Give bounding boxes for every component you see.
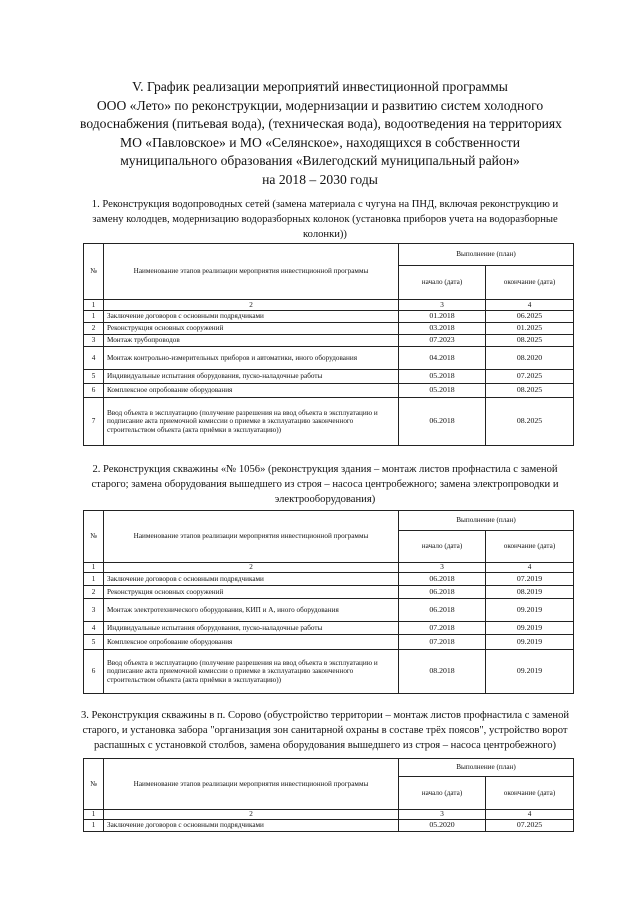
table-row [84, 347, 574, 370]
table-row [84, 335, 574, 347]
header-num: № [84, 244, 104, 300]
page-title [80, 78, 560, 190]
heading-line: 3. Реконструкция скважины в п. Сорово (обустройство территории – монтаж листов профнастила с заменой [80, 710, 570, 721]
row-end: 09.2019 [486, 635, 574, 650]
title-line: МО «Павловское» и МО «Селянское», находящихся в собственности [120, 134, 520, 150]
row-start: 06.2018 [399, 398, 486, 446]
heading-line: старого; замена оборудования вышедшего из строя – насоса центробежного; замена электропроводки и [91, 479, 559, 490]
row-end: 08.2025 [486, 398, 574, 446]
section-2-heading [60, 462, 590, 507]
row-end: 08.2025 [486, 384, 574, 398]
col-number: 1 [84, 810, 104, 820]
row-number: 1 [84, 573, 104, 586]
col-number: 4 [486, 810, 574, 820]
table-row [84, 323, 574, 335]
row-start: 05.2018 [399, 384, 486, 398]
table-row [84, 384, 574, 398]
title-line: водоснабжения (питьевая вода), (техническая вода), водоотведения на территориях [80, 116, 562, 132]
header-stage: Наименование этапов реализации мероприятия инвестиционной программы [104, 511, 399, 563]
row-end: 07.2025 [486, 820, 574, 832]
heading-line: колонки)) [303, 229, 347, 240]
row-end: 09.2019 [486, 599, 574, 622]
col-number: 2 [104, 563, 399, 573]
row-end: 01.2025 [486, 323, 574, 335]
header-start: начало (дата) [399, 266, 486, 300]
row-stage: Индивидуальные испытания оборудования, пуско-наладочные работы [104, 622, 399, 635]
section-2-table [83, 510, 574, 694]
row-end: 09.2019 [486, 650, 574, 694]
table-row [84, 650, 574, 694]
table-row [84, 586, 574, 599]
title-line: ООО «Лето» по реконструкции, модернизации и развитию систем холодного [96, 97, 544, 113]
table-row [84, 599, 574, 622]
section-3-heading [50, 708, 600, 753]
col-number: 1 [84, 300, 104, 311]
row-number: 2 [84, 586, 104, 599]
row-stage: Заключение договоров с основными подрядчиками [104, 311, 399, 323]
row-number: 1 [84, 311, 104, 323]
table-row [84, 311, 574, 323]
row-end: 08.2025 [486, 335, 574, 347]
row-number: 3 [84, 599, 104, 622]
row-stage: Индивидуальные испытания оборудования, пуско-наладочные работы [104, 370, 399, 384]
row-stage: Реконструкция основных сооружений [104, 586, 399, 599]
row-start: 07.2018 [399, 635, 486, 650]
header-start: начало (дата) [399, 777, 486, 810]
row-end: 07.2019 [486, 573, 574, 586]
header-stage: Наименование этапов реализации мероприятия инвестиционной программы [104, 244, 399, 300]
header-end: окончание (дата) [486, 531, 574, 563]
row-stage: Комплексное опробование оборудования [104, 635, 399, 650]
section-1-table [83, 243, 574, 446]
header-execution: Выполнение (план) [399, 759, 574, 777]
table-row [84, 398, 574, 446]
heading-line: 1. Реконструкция водопроводных сетей (замена материала с чугуна на ПНД, включая реконструкцию и [91, 199, 559, 210]
row-stage: Монтаж электротехнического оборудования, КИП и А, иного оборудования [104, 599, 399, 622]
row-stage: Ввод объекта в эксплуатацию (получение разрешения на ввод объекта в эксплуатацию и подписание акта приемочной комиссии о приемке в эксплуатацию законченного строительством объекта (акта приёмки в эксплуатацию)) [104, 650, 399, 694]
title-line: на 2018 – 2030 годы [262, 171, 378, 187]
col-number: 3 [399, 563, 486, 573]
row-end: 08.2019 [486, 586, 574, 599]
row-number: 3 [84, 335, 104, 347]
header-execution: Выполнение (план) [399, 511, 574, 531]
heading-line: 2. Реконструкция скважины «№ 1056» (реконструкция здания – монтаж листов профнастила с заменой [92, 464, 558, 475]
row-start: 06.2018 [399, 573, 486, 586]
row-start: 07.2023 [399, 335, 486, 347]
col-number: 2 [104, 810, 399, 820]
row-start: 07.2018 [399, 622, 486, 635]
header-end: окончание (дата) [486, 777, 574, 810]
table-row [84, 370, 574, 384]
row-number: 2 [84, 323, 104, 335]
row-start: 08.2018 [399, 650, 486, 694]
row-stage: Монтаж контрольно-измерительных приборов и автоматики, иного оборудования [104, 347, 399, 370]
row-start: 03.2018 [399, 323, 486, 335]
row-number: 7 [84, 398, 104, 446]
col-number: 4 [486, 563, 574, 573]
heading-line: распашных с установкой столбов, замена оборудования вышедшего из строя – насоса центробежного) [93, 740, 557, 751]
table-row [84, 635, 574, 650]
table-row [84, 622, 574, 635]
title-line: муниципального образования «Вилегодский муниципальный район» [120, 153, 520, 169]
row-number: 4 [84, 622, 104, 635]
row-start: 05.2020 [399, 820, 486, 832]
heading-line: старого, и установка забора "организация зон санитарной охраны в составе трёх поясов", устройство ворот [82, 725, 568, 736]
row-start: 05.2018 [399, 370, 486, 384]
row-start: 01.2018 [399, 311, 486, 323]
section-1-heading [60, 197, 590, 242]
header-end: окончание (дата) [486, 266, 574, 300]
section-3-table [83, 758, 574, 832]
col-number: 3 [399, 300, 486, 311]
header-stage: Наименование этапов реализации мероприятия инвестиционной программы [104, 759, 399, 810]
row-stage: Комплексное опробование оборудования [104, 384, 399, 398]
row-end: 09.2019 [486, 622, 574, 635]
col-number: 3 [399, 810, 486, 820]
row-stage: Монтаж трубопроводов [104, 335, 399, 347]
header-num: № [84, 759, 104, 810]
row-start: 06.2018 [399, 599, 486, 622]
col-number: 1 [84, 563, 104, 573]
row-end: 08.2020 [486, 347, 574, 370]
row-stage: Реконструкция основных сооружений [104, 323, 399, 335]
col-number: 4 [486, 300, 574, 311]
table-row [84, 820, 574, 832]
row-stage: Ввод объекта в эксплуатацию (получение разрешения на ввод объекта в эксплуатацию и подписание акта приемочной комиссии о приемке в эксплуатацию законченного строительством объекта (акта приёмки в эксплуатацию)) [104, 398, 399, 446]
row-number: 6 [84, 384, 104, 398]
header-start: начало (дата) [399, 531, 486, 563]
header-execution: Выполнение (план) [399, 244, 574, 266]
row-number: 1 [84, 820, 104, 832]
row-end: 06.2025 [486, 311, 574, 323]
row-end: 07.2025 [486, 370, 574, 384]
heading-line: электрооборудования) [274, 494, 376, 505]
row-number: 5 [84, 370, 104, 384]
row-stage: Заключение договоров с основными подрядчиками [104, 573, 399, 586]
col-number: 2 [104, 300, 399, 311]
row-start: 04.2018 [399, 347, 486, 370]
header-num: № [84, 511, 104, 563]
title-line: V. График реализации мероприятий инвестиционной программы [132, 79, 508, 94]
row-start: 06.2018 [399, 586, 486, 599]
row-number: 5 [84, 635, 104, 650]
row-number: 6 [84, 650, 104, 694]
heading-line: замену колодцев, модернизацию водоразборных колонок (установка приборов учета на водоразборные [92, 214, 558, 225]
row-stage: Заключение договоров с основными подрядчиками [104, 820, 399, 832]
table-row [84, 573, 574, 586]
row-number: 4 [84, 347, 104, 370]
